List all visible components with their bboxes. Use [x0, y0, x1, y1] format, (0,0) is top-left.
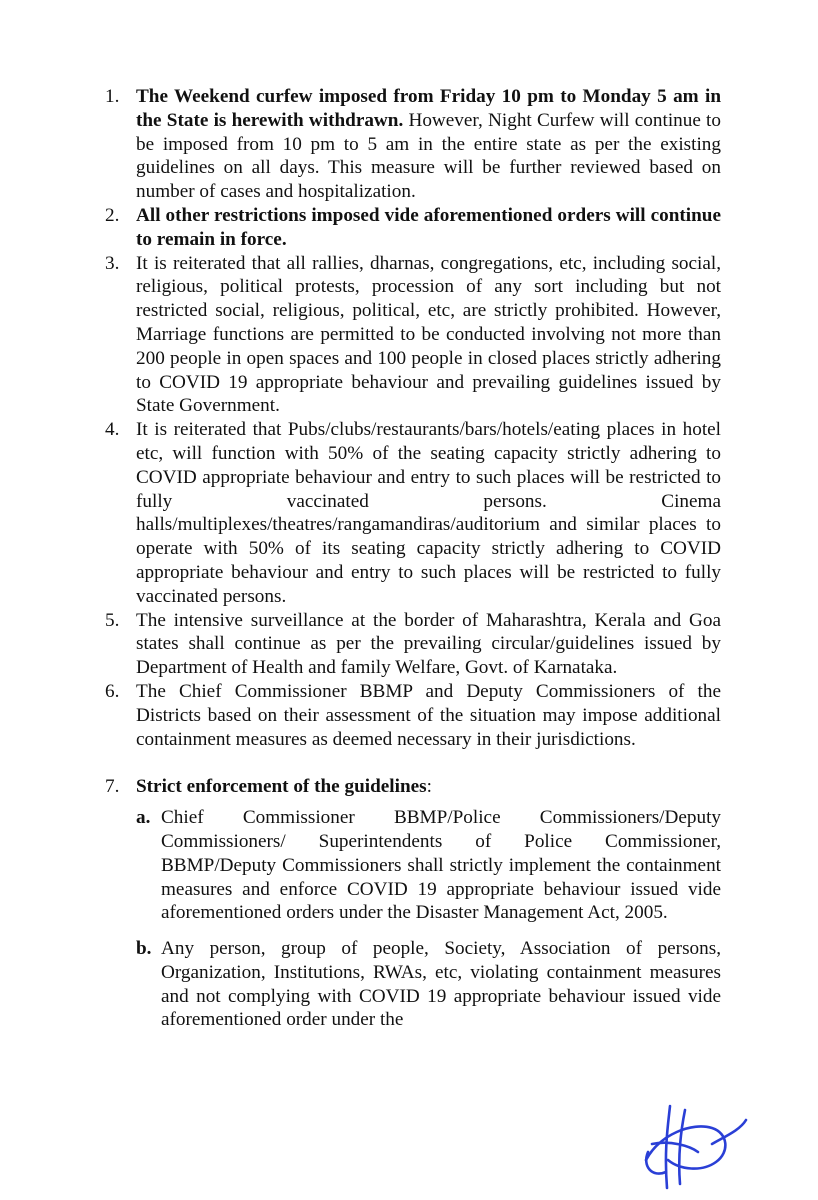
signature-stroke — [646, 1126, 725, 1168]
sublist-text: Chief Commissioner BBMP/Police Commissioners/Deputy Commissioners/ Superintendents of Police Commissioner, BBMP/Deputy Commissioners shall strictly implement the containment measures and enforce COVID 19 appropriate behaviour issued vide aforementioned orders under the Disaster Management Act, 2005. — [161, 807, 721, 924]
item-bold-text: All other restrictions imposed vide aforementioned orders will continue to remain in force. — [136, 204, 721, 250]
list-item — [105, 609, 721, 680]
sublist-item — [136, 937, 721, 1032]
enforcement-sublist — [136, 806, 721, 1032]
item-text: The Chief Commissioner BBMP and Deputy Commissioners of the Districts based on their assessment of the situation may impose additional containment measures as deemed necessary in their jurisdictions. — [136, 680, 721, 750]
item-text: It is reiterated that all rallies, dharnas, congregations, etc, including social, religious, political protests, procession of any sort including but not restricted social, religious, political, etc, are strictly prohibited. However, Marriage functions are permitted to be conducted involving not more than 200 people in open spaces and 100 people in closed places strictly adhering to COVID 19 appropriate behaviour and prevailing guidelines issued by State Government. — [136, 252, 721, 417]
item-text: It is reiterated that Pubs/clubs/restaurants/bars/hotels/eating places in hotel etc, will function with 50% of the seating capacity strictly adhering to COVID appropriate behaviour and entry to such places will be restricted to fully vaccinated persons. Cinema halls/multiplexes/theatres/rangamandiras/auditorium and similar places to operate with 50% of its seating capacity strictly adhering to COVID appropriate behaviour and entry to such places will be restricted to fully vaccinated persons. — [136, 419, 721, 607]
enforcement-heading: Strict enforcement of the guidelines — [136, 776, 427, 798]
item-number: 4. — [105, 419, 120, 441]
signature-stroke — [712, 1120, 746, 1144]
item-number: 2. — [105, 204, 120, 226]
list-item — [105, 85, 721, 204]
item-bold-text: The Weekend curfew imposed from Friday 10 pm to Monday 5 am in the State is herewith withdrawn. — [136, 86, 721, 131]
signature-stroke — [666, 1106, 670, 1188]
list-item — [105, 418, 721, 608]
item-number: 3. — [105, 252, 120, 274]
item-number: 6. — [105, 680, 120, 702]
item-text: The intensive surveillance at the border of Maharashtra, Kerala and Goa states shall continue as per the prevailing circular/guidelines issued by Department of Health and family Welfare, Govt. of Karnataka. — [136, 609, 721, 679]
sublist-item — [136, 806, 721, 925]
item-number: 1. — [105, 86, 120, 107]
guidelines-list — [105, 85, 721, 1044]
signature — [640, 1100, 750, 1192]
sublist-text: Any person, group of people, Society, Association of persons, Organization, Institutions, RWAs, etc, violating containment measures and not complying with COVID 19 appropriate behaviour issued vide aforementioned order under the — [161, 938, 721, 1031]
list-item-enforcement — [105, 775, 721, 1032]
list-item — [105, 252, 721, 419]
signature-stroke — [679, 1110, 685, 1184]
sublist-letter: b. — [136, 938, 152, 960]
sublist-letter: a. — [136, 807, 151, 829]
list-item — [105, 204, 721, 252]
list-item — [105, 680, 721, 751]
item-number: 7. — [105, 776, 120, 798]
signature-stroke — [652, 1143, 698, 1152]
enforcement-colon: : — [426, 776, 432, 798]
item-number: 5. — [105, 609, 120, 631]
item-text: However, Night Curfew will continue to be imposed from 10 pm to 5 am in the entire state as per the existing guidelines on all days. This measure will be further reviewed based on number of cases and hospitalization. — [136, 109, 721, 203]
